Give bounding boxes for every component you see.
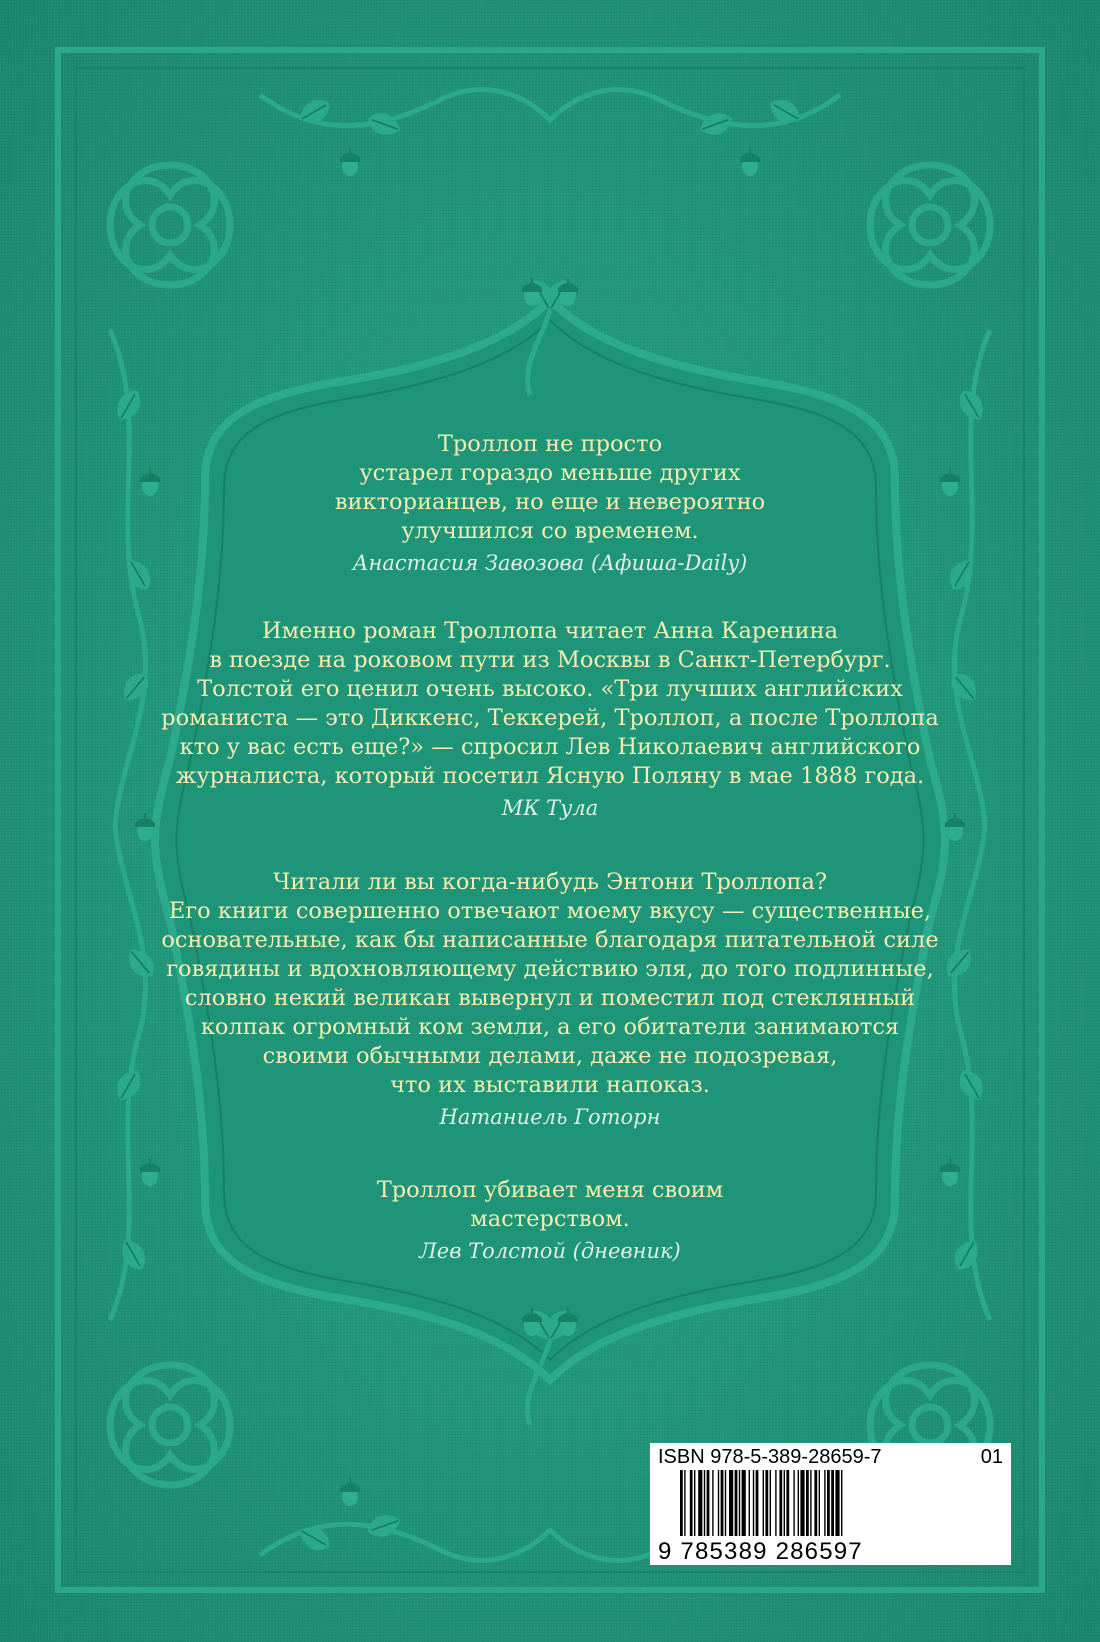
barcode-bar bbox=[735, 1470, 738, 1536]
barcode-bar bbox=[835, 1470, 839, 1536]
barcode-bar bbox=[694, 1470, 695, 1536]
barcode-bar bbox=[810, 1470, 811, 1536]
quote-attribution: Натаниель Готорн bbox=[439, 1105, 661, 1129]
quote-line: мастерством. bbox=[470, 1206, 630, 1232]
quote-line: романиста — это Диккенс, Теккерей, Троллоп, а после Троллопа bbox=[161, 705, 939, 731]
quote-line: что их выставили напоказ. bbox=[390, 1072, 710, 1098]
barcode-bar bbox=[800, 1470, 804, 1536]
quote-line: Троллоп не просто bbox=[437, 431, 663, 457]
barcode-bar bbox=[831, 1470, 834, 1536]
barcode-bar bbox=[749, 1470, 750, 1536]
barcode-bar bbox=[684, 1470, 685, 1536]
quote-line: кто у вас есть еще?» — спросил Лев Николаевич английского bbox=[179, 734, 921, 760]
barcode-bar bbox=[756, 1470, 759, 1536]
barcode-bar bbox=[824, 1470, 825, 1536]
quote-2 bbox=[150, 617, 950, 823]
quote-4 bbox=[150, 1176, 950, 1266]
isbn-label-row bbox=[658, 1446, 1003, 1468]
barcode-bar bbox=[814, 1470, 817, 1536]
barcode-bar bbox=[793, 1470, 794, 1536]
barcode-bar bbox=[841, 1470, 842, 1536]
barcode-bar bbox=[712, 1470, 713, 1536]
quote-attribution: Лев Толстой (дневник) bbox=[419, 1239, 681, 1263]
barcode-bar bbox=[819, 1470, 820, 1536]
isbn-label: ISBN 978-5-389-28659-7 bbox=[658, 1446, 882, 1468]
barcode-bar bbox=[806, 1470, 809, 1536]
quote-line: говядины и вдохновляющему действию эля, до того подлинные, bbox=[166, 956, 934, 982]
barcode-bar bbox=[827, 1470, 830, 1536]
barcode-bars bbox=[680, 1470, 1000, 1536]
quote-line: улучшился со временем. bbox=[401, 518, 699, 544]
quote-line: словно некий великан вывернул и поместил под стеклянный bbox=[184, 985, 916, 1011]
quote-line: колпак огромный ком земли, а его обитатели занимаются bbox=[200, 1014, 900, 1040]
barcode-bar bbox=[798, 1470, 799, 1536]
quote-line: основательные, как бы написанные благодаря питательной силе bbox=[161, 927, 939, 953]
quote-1 bbox=[150, 430, 950, 578]
barcode-bar bbox=[721, 1470, 724, 1536]
quote-line: Троллоп убивает меня своим bbox=[376, 1177, 724, 1203]
barcode-digits: 9 785389 286597 bbox=[658, 1538, 863, 1565]
barcode-bar bbox=[765, 1470, 768, 1536]
barcode-bar bbox=[770, 1470, 771, 1536]
quote-line: Читали ли вы когда-нибудь Энтони Троллопа? bbox=[272, 869, 828, 895]
quote-line: Толстой его ценил очень высоко. «Три лучших английских bbox=[197, 676, 903, 702]
barcode-bar bbox=[763, 1470, 764, 1536]
barcode-bar bbox=[698, 1470, 702, 1536]
quote-attribution: Анастасия Завозова (Афиша-Daily) bbox=[352, 551, 748, 575]
barcode-bar bbox=[779, 1470, 782, 1536]
barcode-bar bbox=[729, 1470, 733, 1536]
barcode-bar bbox=[690, 1470, 693, 1536]
barcode-bar bbox=[786, 1470, 789, 1536]
quote-line: Его книги совершенно отвечают моему вкусу — существенные, bbox=[168, 898, 932, 924]
barcode-bar bbox=[680, 1470, 683, 1536]
barcode-bar bbox=[784, 1470, 785, 1536]
barcode-bar bbox=[753, 1470, 754, 1536]
barcode-bar bbox=[704, 1470, 705, 1536]
barcode-bar bbox=[718, 1470, 719, 1536]
quote-line: Именно роман Троллопа читает Анна Каренина bbox=[262, 618, 838, 644]
quote-line: устарел гораздо меньше других bbox=[359, 460, 741, 486]
quote-line: в поезде на роковом пути из Москвы в Санкт-Петербург. bbox=[209, 647, 891, 673]
quote-3 bbox=[150, 868, 950, 1132]
barcode-bar bbox=[739, 1470, 740, 1536]
quote-line: своими обычными делами, даже не подозревая, bbox=[262, 1043, 838, 1069]
isbn-addon: 01 bbox=[980, 1446, 1003, 1468]
isbn-barcode bbox=[650, 1443, 1011, 1565]
quote-attribution: МК Тула bbox=[501, 796, 599, 820]
quote-line: журналиста, который посетил Ясную Поляну в мае 1888 года. bbox=[175, 763, 925, 789]
barcode-bar bbox=[775, 1470, 776, 1536]
barcode-bar bbox=[707, 1470, 710, 1536]
barcode-bar bbox=[742, 1470, 746, 1536]
barcode-bar bbox=[725, 1470, 726, 1536]
quote-line: викторианцев, но еще и невероятно bbox=[334, 489, 766, 515]
